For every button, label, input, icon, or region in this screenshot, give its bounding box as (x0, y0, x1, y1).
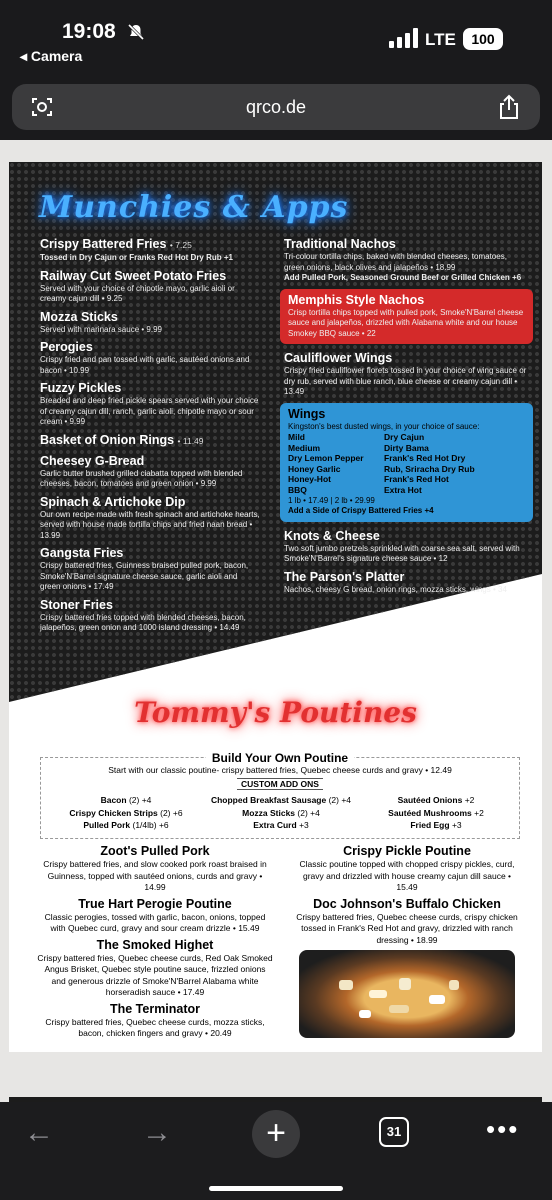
poutine-desc: Classic poutine topped with chopped crispy pickles, curd, gravy and drizzled with house creamy cajun dill sauce • 15.49 (299, 859, 515, 892)
clock: 19:08 (62, 20, 116, 43)
item-desc: Our own recipe made with fresh spinach and artichoke hearts, served with house made tortilla chips and fried naan bread • 13.99 (40, 509, 260, 540)
item-name: Gangsta Fries (40, 546, 124, 560)
sauce-option: Dirty Bama (384, 442, 429, 453)
sauce-option: Frank's Red Hot Dry (384, 453, 466, 464)
addons-grid (51, 794, 511, 832)
item-desc: Breaded and deep fried pickle spears served with your choice of creamy cajun dill, ranch, garlic aioli, chipotle mayo or sour cream • 9.99 (40, 396, 259, 426)
item-name: Railway Cut Sweet Potato Fries (40, 268, 227, 283)
sauce-option: Dry Lemon Pepper (288, 453, 364, 464)
address-bar[interactable] (12, 84, 540, 130)
menu-item (284, 237, 529, 284)
back-arrow-icon[interactable]: ← (24, 1116, 54, 1149)
menu-item (40, 454, 260, 490)
addon-item: Bacon (2) +4 (100, 795, 152, 805)
menu-item (40, 381, 260, 428)
item-name: Fuzzy Pickles (40, 381, 122, 395)
item-desc: Crispy battered fries topped with blended cheeses, bacon, jalapeños, green onion and 1000 island dressing • 14.49 (40, 612, 246, 632)
url-text: qrco.de (245, 97, 307, 117)
item-name: Basket of Onion Rings (40, 432, 175, 447)
item-desc: Garlic butter brushed grilled ciabatta topped with blended cheeses, bacon, tomatoes and green onion • 9.99 (40, 468, 243, 488)
item-name: Traditional Nachos (284, 237, 396, 251)
silent-bell-icon (126, 22, 146, 42)
menu-image (9, 162, 542, 1052)
poutine-name: True Hart Perogie Poutine (78, 896, 232, 911)
item-name: Cauliflower Wings (284, 351, 393, 365)
addon-item: Sautéed Onions +2 (397, 795, 475, 805)
item-desc: Two soft jumbo pretzels sprinkled with coarse sea salt, served with Smoke'N'Barrel's signature cheese sauce • 12 (284, 543, 520, 564)
item-desc: Served with your choice of chipotle mayo, garlic aioli or creamy cajun dill • 9.25 (40, 283, 235, 303)
item-desc: Kingston's best dusted wings, in your choice of sauce: (288, 421, 480, 431)
sauce-option: BBQ (288, 484, 307, 495)
menu-item (40, 546, 260, 593)
addons-label: CUSTOM ADD ONS (237, 778, 323, 790)
item-desc: Served with marinara sauce • 9.99 (40, 324, 162, 334)
wings-addon: Add a Side of Crispy Battered Fries +4 (288, 506, 434, 516)
sauce-option: Mild (288, 432, 305, 442)
menu-item (40, 237, 260, 264)
munchies-title: Munchies & Apps (39, 190, 349, 225)
addon-item: Mozza Sticks (2) +4 (242, 807, 320, 818)
addon-item: Sautéed Mushrooms +2 (388, 807, 484, 818)
menu-item (40, 340, 260, 376)
cellular-signal-icon (389, 28, 419, 48)
poutine-desc: Crispy battered fries, Quebec cheese curds, mozza sticks, bacon, chicken fingers and gravy • 20.49 (45, 1016, 265, 1038)
addon-item: Chopped Breakfast Sausage (2) +4 (210, 795, 352, 805)
status-bar (0, 0, 552, 72)
poutine-name: Crispy Pickle Poutine (343, 844, 471, 858)
menu-item (40, 269, 260, 305)
item-price: • 11.49 (177, 435, 204, 446)
back-app-label: Camera (30, 48, 83, 64)
item-desc: Crisp tortilla chips topped with pulled pork, Smoke'N'Barrel cheese sauce and jalapeños, drizzled with Alabama white and our house Smokey BBQ sauce • 22 (288, 307, 524, 338)
byo-description: Start with our classic poutine- crispy battered fries, Quebec cheese curds and gravy • 12.49 (108, 765, 452, 775)
item-desc: Crispy battered fries, Guinness braised pulled pork, bacon, Smoke'N'Barrel signature cheese sauce, garlic aioli and green onions • 17.49 (40, 561, 249, 591)
browser-toolbar (0, 1102, 552, 1200)
poutine-name: Zoot's Pulled Pork (100, 844, 210, 858)
poutine-desc: Classic perogies, tossed with garlic, bacon, onions, topped with Quebec curd, gravy and sour cream drizzle • 15.49 (44, 911, 266, 933)
munchies-left-column (40, 237, 260, 639)
munchies-right-column (284, 237, 529, 600)
wings-box (280, 403, 533, 522)
item-name: Memphis Style Nachos (288, 292, 425, 307)
poutine-name: Doc Johnson's Buffalo Chicken (313, 896, 501, 911)
memphis-nachos-box (280, 289, 533, 345)
sauce-option: Frank's Red Hot (384, 474, 449, 485)
item-name: Cheesey G-Bread (40, 453, 145, 468)
wing-sauce-list (288, 432, 525, 496)
item-desc: Crispy fried cauliflower florets tossed in your choice of wing sauce or dry rub, served with blue ranch, blue cheese or creamy cajun dill • 13.49 (284, 366, 527, 396)
addon-item: Crispy Chicken Strips (2) +6 (69, 807, 183, 818)
new-tab-button[interactable]: + (252, 1110, 300, 1158)
addon-item: Fried Egg +3 (410, 820, 462, 830)
menu-item (284, 351, 529, 398)
battery-indicator: 100 (463, 28, 503, 50)
poutines-left-column (37, 844, 273, 1043)
network-type: LTE (425, 30, 456, 49)
menu-item (40, 598, 260, 634)
item-name: Mozza Sticks (40, 309, 118, 324)
item-desc: Tossed in Dry Cajun or Franks Red Hot Dry Rub +1 (40, 253, 233, 262)
back-to-app-link[interactable]: ◂ Camera (20, 48, 83, 64)
browser-address-area (0, 72, 552, 140)
poutine-desc: Crispy battered fries, Quebec cheese curds, crispy chicken tossed in Frank's Red Hot and gravy, drizzled with ranch dressing • 18.99 (296, 911, 518, 945)
item-desc: Nachos, cheesy G bread, onion rings, mozza sticks, wings • 34 (284, 584, 507, 594)
sauce-option: Honey Garlic (288, 463, 341, 474)
item-name: Wings (288, 406, 326, 421)
addon-item: Pulled Pork (1/4lb) +6 (83, 820, 169, 830)
poutines-title: Tommy's Poutines (134, 696, 417, 729)
menu-item (40, 310, 260, 336)
sauce-option: Dry Cajun (384, 432, 425, 442)
item-name: Knots & Cheese (284, 528, 380, 543)
poutine-photo (299, 950, 515, 1038)
share-icon[interactable] (498, 94, 520, 120)
item-addon: Add Pulled Pork, Seasoned Ground Beef or Grilled Chicken +6 (284, 273, 522, 282)
item-price: • 7.25 (169, 240, 192, 250)
sauce-option: Rub, Sriracha Dry Rub (384, 463, 475, 474)
more-menu-icon[interactable]: ••• (486, 1114, 520, 1144)
menu-item (40, 433, 260, 449)
tabs-button[interactable]: 31 (379, 1117, 409, 1147)
addon-item: Extra Curd +3 (253, 820, 309, 830)
item-desc: Tri-colour tortilla chips, baked with blended cheeses, tomatoes, green onions, black olives and jalapeños • 18.99 (284, 252, 507, 272)
item-name: Perogies (40, 340, 93, 354)
poutine-desc: Crispy battered fries, Quebec cheese curds, Red Oak Smoked Angus Brisket, Quebec style poutine sauce, frizzled onions and generous drizzle of Smoke'N'Barrel Alabama white horseradish sauce • 17.49 (37, 952, 273, 997)
wings-price: 1 lb • 17.49 | 2 lb • 29.99 (288, 495, 375, 505)
menu-item (284, 529, 529, 565)
menu-item (40, 495, 260, 542)
forward-arrow-icon[interactable]: → (142, 1116, 172, 1149)
byo-title: Build Your Own Poutine (206, 751, 354, 765)
item-name: Crispy Battered Fries (40, 237, 167, 251)
poutine-name: The Terminator (109, 1001, 201, 1016)
home-indicator (209, 1186, 343, 1191)
sauce-option: Extra Hot (384, 484, 422, 495)
build-your-own-box (40, 751, 520, 839)
item-desc: Crispy fried and pan tossed with garlic, sautéed onions and bacon • 10.99 (40, 355, 250, 375)
menu-item (284, 570, 529, 596)
web-page (0, 140, 552, 1102)
poutine-name: The Smoked Highet (96, 937, 214, 952)
item-name: Stoner Fries (40, 597, 113, 612)
item-name: The Parson's Platter (284, 569, 405, 584)
poutines-right-column (292, 844, 522, 1038)
sauce-option: Medium (288, 442, 321, 453)
poutine-desc: Crispy battered fries, and slow cooked pork roast braised in Guinness, topped with sautéed onions, curds and gravy • 14.99 (43, 859, 267, 892)
item-name: Spinach & Artichoke Dip (40, 494, 186, 509)
sauce-option: Honey-Hot (288, 474, 331, 485)
